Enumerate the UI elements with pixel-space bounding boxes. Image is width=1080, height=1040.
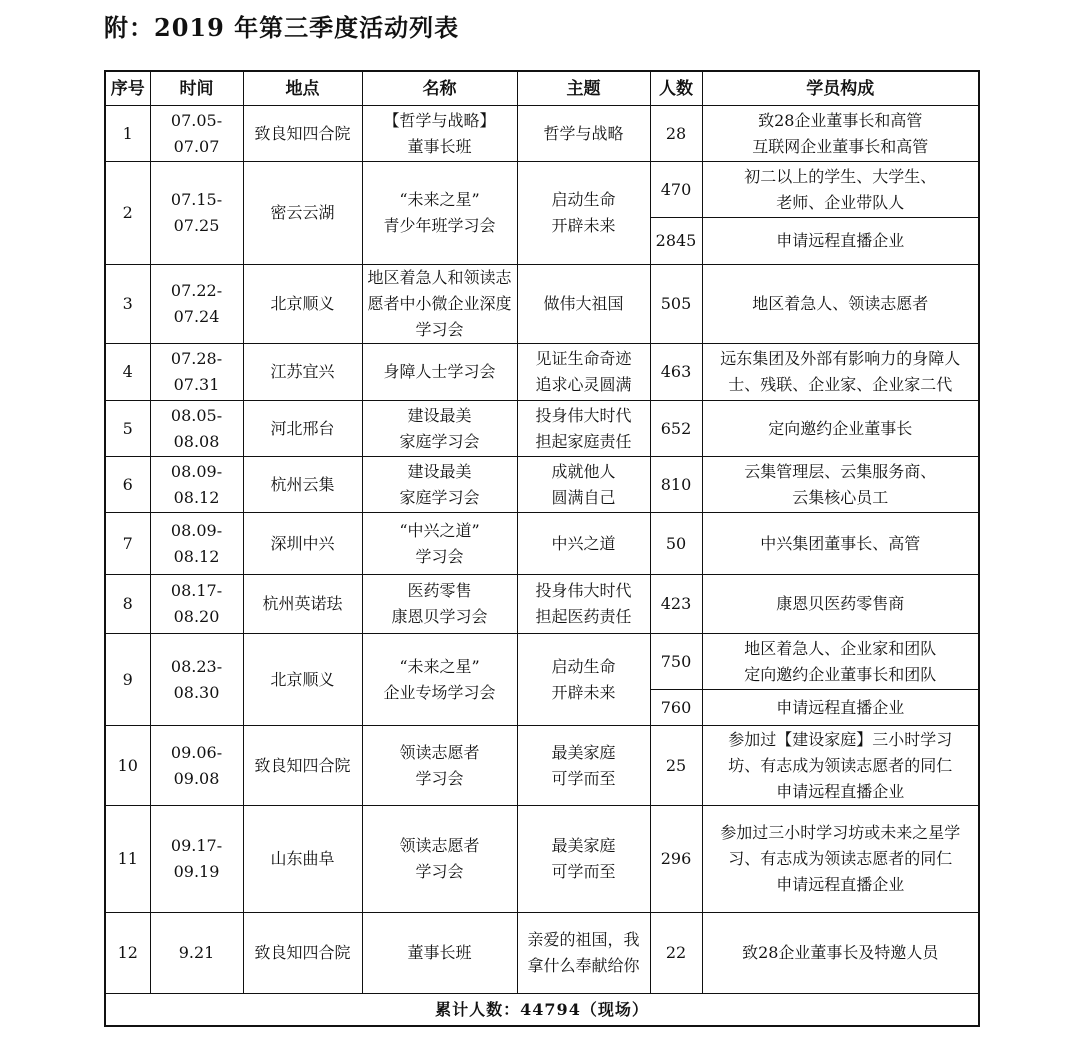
- cell-members: 中兴集团董事长、高管: [702, 513, 979, 575]
- cell-name: “未来之星” 青少年班学习会: [362, 162, 517, 265]
- cell-place: 江苏宜兴: [243, 344, 362, 401]
- cell-count: 750: [650, 634, 702, 690]
- table-row: [105, 106, 979, 162]
- cell-count: 50: [650, 513, 702, 575]
- cell-no: 5: [105, 401, 150, 457]
- page-title: 附：2019 年第三季度活动列表: [104, 13, 460, 42]
- cell-time: 08.23-08.30: [150, 634, 243, 726]
- cell-name: “未来之星” 企业专场学习会: [362, 634, 517, 726]
- cell-place: 杭州云集: [243, 457, 362, 513]
- cell-place: 密云云湖: [243, 162, 362, 265]
- cell-members: 定向邀约企业董事长: [702, 401, 979, 457]
- cell-name: 地区着急人和领读志 愿者中小微企业深度 学习会: [362, 265, 517, 344]
- cell-members: 云集管理层、云集服务商、 云集核心员工: [702, 457, 979, 513]
- cell-place: 深圳中兴: [243, 513, 362, 575]
- cell-theme: 投身伟大时代 担起家庭责任: [517, 401, 650, 457]
- cell-members: 致28企业董事长和高管 互联网企业董事长和高管: [702, 106, 979, 162]
- cell-no: 6: [105, 457, 150, 513]
- cell-place: 山东曲阜: [243, 806, 362, 913]
- table-row: [105, 513, 979, 575]
- cell-time: 09.17-09.19: [150, 806, 243, 913]
- cell-theme: 最美家庭 可学而至: [517, 806, 650, 913]
- cell-members: 远东集团及外部有影响力的身障人 士、残联、企业家、企业家二代: [702, 344, 979, 401]
- cell-theme: 启动生命 开辟未来: [517, 634, 650, 726]
- cell-no: 2: [105, 162, 150, 265]
- table-row: [105, 575, 979, 634]
- cell-count: 470: [650, 162, 702, 218]
- cell-no: 12: [105, 913, 150, 994]
- cell-count: 28: [650, 106, 702, 162]
- cell-count: 652: [650, 401, 702, 457]
- header-place: 地点: [243, 71, 362, 106]
- cell-name: 领读志愿者 学习会: [362, 806, 517, 913]
- cell-place: 致良知四合院: [243, 913, 362, 994]
- cell-count: 22: [650, 913, 702, 994]
- activity-table: [104, 70, 980, 1027]
- cell-time: 07.22-07.24: [150, 265, 243, 344]
- cell-count: 505: [650, 265, 702, 344]
- table-row: [105, 913, 979, 994]
- cell-name: 医药零售 康恩贝学习会: [362, 575, 517, 634]
- cell-no: 1: [105, 106, 150, 162]
- cell-no: 11: [105, 806, 150, 913]
- cell-count: 296: [650, 806, 702, 913]
- cell-time: 07.05-07.07: [150, 106, 243, 162]
- table-row: [105, 806, 979, 913]
- cell-time: 08.05-08.08: [150, 401, 243, 457]
- table-row: [105, 401, 979, 457]
- cell-time: 08.09-08.12: [150, 513, 243, 575]
- cell-count-remote: 2845: [650, 218, 702, 265]
- cell-no: 8: [105, 575, 150, 634]
- cell-count-remote: 760: [650, 690, 702, 726]
- table-row: [105, 162, 979, 218]
- cell-theme: 做伟大祖国: [517, 265, 650, 344]
- cell-members: 地区着急人、领读志愿者: [702, 265, 979, 344]
- cell-no: 9: [105, 634, 150, 726]
- total-count: 累计人数：44794（现场）: [105, 994, 979, 1027]
- cell-place: 河北邢台: [243, 401, 362, 457]
- cell-members: 致28企业董事长及特邀人员: [702, 913, 979, 994]
- cell-members-remote: 申请远程直播企业: [702, 218, 979, 265]
- cell-name: 【哲学与战略】 董事长班: [362, 106, 517, 162]
- cell-theme: 亲爱的祖国，我 拿什么奉献给你: [517, 913, 650, 994]
- table-row: [105, 726, 979, 806]
- cell-name: 领读志愿者 学习会: [362, 726, 517, 806]
- cell-place: 北京顺义: [243, 634, 362, 726]
- cell-place: 杭州英诺珐: [243, 575, 362, 634]
- cell-time: 08.09-08.12: [150, 457, 243, 513]
- cell-members: 参加过【建设家庭】三小时学习 坊、有志成为领读志愿者的同仁 申请远程直播企业: [702, 726, 979, 806]
- cell-no: 10: [105, 726, 150, 806]
- cell-time: 9.21: [150, 913, 243, 994]
- header-no: 序号: [105, 71, 150, 106]
- cell-theme: 启动生命 开辟未来: [517, 162, 650, 265]
- cell-theme: 哲学与战略: [517, 106, 650, 162]
- cell-members: 康恩贝医药零售商: [702, 575, 979, 634]
- cell-time: 08.17-08.20: [150, 575, 243, 634]
- table-row: [105, 634, 979, 690]
- cell-count: 423: [650, 575, 702, 634]
- table-row: [105, 344, 979, 401]
- table-row: [105, 457, 979, 513]
- cell-members-remote: 申请远程直播企业: [702, 690, 979, 726]
- cell-theme: 成就他人 圆满自己: [517, 457, 650, 513]
- cell-place: 致良知四合院: [243, 726, 362, 806]
- cell-no: 7: [105, 513, 150, 575]
- header-name: 名称: [362, 71, 517, 106]
- header-members: 学员构成: [702, 71, 979, 106]
- table-row: [105, 265, 979, 344]
- cell-members: 地区着急人、企业家和团队 定向邀约企业董事长和团队: [702, 634, 979, 690]
- cell-count: 463: [650, 344, 702, 401]
- cell-theme: 中兴之道: [517, 513, 650, 575]
- cell-name: 建设最美 家庭学习会: [362, 401, 517, 457]
- cell-theme: 投身伟大时代 担起医药责任: [517, 575, 650, 634]
- cell-name: “中兴之道” 学习会: [362, 513, 517, 575]
- header-time: 时间: [150, 71, 243, 106]
- cell-theme: 最美家庭 可学而至: [517, 726, 650, 806]
- cell-theme: 见证生命奇迹 追求心灵圆满: [517, 344, 650, 401]
- cell-members: 参加过三小时学习坊或未来之星学 习、有志成为领读志愿者的同仁 申请远程直播企业: [702, 806, 979, 913]
- cell-time: 07.15-07.25: [150, 162, 243, 265]
- cell-name: 身障人士学习会: [362, 344, 517, 401]
- cell-count: 810: [650, 457, 702, 513]
- cell-time: 09.06-09.08: [150, 726, 243, 806]
- header-count: 人数: [650, 71, 702, 106]
- cell-members: 初二以上的学生、大学生、 老师、企业带队人: [702, 162, 979, 218]
- header-row: [105, 71, 979, 106]
- cell-place: 致良知四合院: [243, 106, 362, 162]
- cell-count: 25: [650, 726, 702, 806]
- total-row: [105, 994, 979, 1027]
- cell-time: 07.28-07.31: [150, 344, 243, 401]
- cell-no: 4: [105, 344, 150, 401]
- cell-place: 北京顺义: [243, 265, 362, 344]
- header-theme: 主题: [517, 71, 650, 106]
- cell-name: 董事长班: [362, 913, 517, 994]
- cell-name: 建设最美 家庭学习会: [362, 457, 517, 513]
- cell-no: 3: [105, 265, 150, 344]
